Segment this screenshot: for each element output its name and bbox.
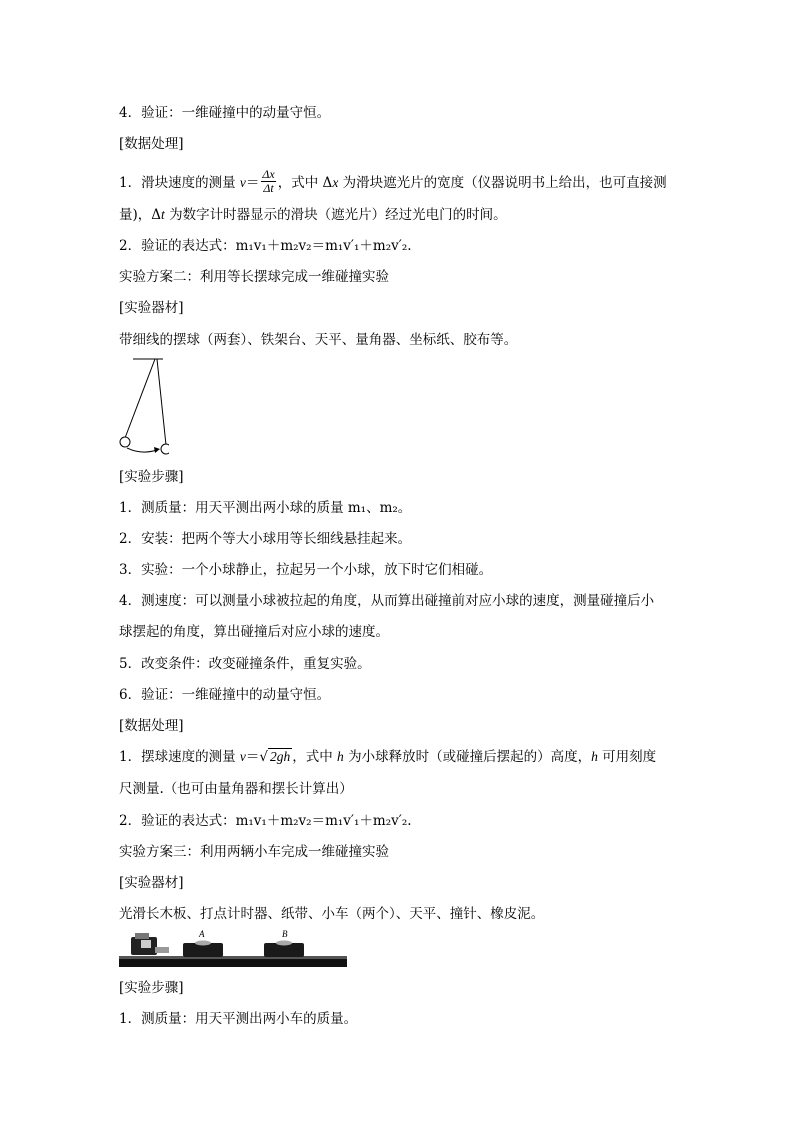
- sqrt-2gh: √ 2gh: [259, 749, 291, 765]
- equipment-list-3: 光滑长木板、打点计时器、纸带、小车（两个）、天平、撞针、橡皮泥。: [119, 906, 545, 922]
- section-data-processing: [数据处理]: [119, 136, 184, 152]
- step-2-install: 2．安装：把两个等大小球用等长细线悬挂起来。: [119, 531, 412, 547]
- verify-expression-1: 2．验证的表达式：m₁v₁＋m₂v₂＝m₁v′₁＋m₂v′₂.: [119, 238, 412, 254]
- step-1-cart-mass: 1．测质量：用天平测出两小车的质量。: [119, 1011, 358, 1027]
- step-4-speed: 4．测速度：可以测量小球被拉起的角度，从而算出碰撞前对应小球的速度，测量碰撞后小: [119, 593, 655, 609]
- step-3-experiment: 3．实验：一个小球静止，拉起另一个小球，放下时它们相碰。: [119, 562, 493, 578]
- pendulum-speed-formula-line-2: 尺测量.（也可由量角器和摆长计算出）: [119, 781, 353, 797]
- fraction-dx-dt: $\frac{\Delta x}{\Delta t}$: [262, 167, 275, 195]
- pendulum-speed-formula-line: 1．摆球速度的测量 v＝√ 2gh ，式中 h 为小球释放时（或碰撞后摆起的）高度，h 可用刻度: [119, 749, 657, 765]
- pendulum-diagram: [119, 355, 169, 460]
- section-steps-2: [实验步骤]: [119, 469, 184, 485]
- cart-a-label: A: [199, 929, 205, 939]
- cart-b-label: B: [282, 929, 288, 939]
- step-6-verify: 6．验证：一维碰撞中的动量守恒。: [119, 687, 331, 703]
- step-1-mass: 1．测质量：用天平测出两小球的质量 m₁、m₂。: [119, 500, 412, 516]
- section-equipment-3: [实验器材]: [119, 875, 184, 891]
- scheme-3-title: 实验方案三：利用两辆小车完成一维碰撞实验: [119, 844, 389, 860]
- step-5-change: 5．改变条件：改变碰撞条件，重复实验。: [119, 656, 371, 672]
- slider-speed-formula-line-2: 量)，Δt 为数字计时器显示的滑块（遮光片）经过光电门的时间。: [119, 207, 507, 223]
- section-steps-3: [实验步骤]: [119, 980, 184, 996]
- equipment-list-2: 带细线的摆球（两套）、铁架台、天平、量角器、坐标纸、胶布等。: [119, 332, 518, 348]
- step-4-speed-cont: 球摆起的角度，算出碰撞后对应小球的速度。: [119, 624, 389, 640]
- cart-collision-photo: [119, 927, 349, 971]
- slider-speed-formula-line: 1．滑块速度的测量 v＝ $\frac{\Delta x}{\Delta t}$ ，式中 Δx 为滑块遮光片的宽度（仪器说明书上给出，也可直接测: [119, 167, 667, 195]
- verify-expression-2: 2．验证的表达式：m₁v₁＋m₂v₂＝m₁v′₁＋m₂v′₂.: [119, 813, 412, 829]
- step-4-verify: 4．验证：一维碰撞中的动量守恒。: [119, 105, 331, 121]
- section-data-processing-2: [数据处理]: [119, 718, 184, 734]
- scheme-2-title: 实验方案二：利用等长摆球完成一维碰撞实验: [119, 269, 389, 285]
- section-equipment-2: [实验器材]: [119, 300, 184, 316]
